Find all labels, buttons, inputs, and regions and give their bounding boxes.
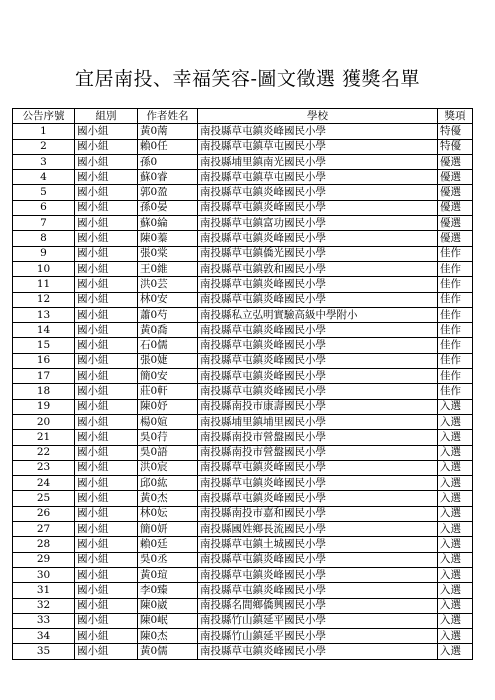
table-row xyxy=(13,629,473,644)
table-row xyxy=(13,185,473,200)
table-row xyxy=(13,476,473,491)
serial-no-cell: 28 xyxy=(13,537,75,552)
author-name-cell: 張0棠 xyxy=(138,246,198,261)
table-row xyxy=(13,384,473,399)
group-cell: 國小組 xyxy=(75,414,138,429)
award-cell: 優選 xyxy=(438,231,473,246)
author-name-cell: 賴0任 xyxy=(138,139,198,154)
school-cell: 南投縣草屯鎮炎峰國民小學 xyxy=(198,292,438,307)
group-cell: 國小組 xyxy=(75,353,138,368)
award-cell: 佳作 xyxy=(438,353,473,368)
serial-no-cell: 10 xyxy=(13,261,75,276)
author-name-cell: 孫0晏 xyxy=(138,200,198,215)
table-row xyxy=(13,583,473,598)
header-school: 學校 xyxy=(198,109,438,124)
serial-no-cell: 27 xyxy=(13,522,75,537)
award-cell: 佳作 xyxy=(438,384,473,399)
award-cell: 入選 xyxy=(438,445,473,460)
author-name-cell: 黃0杰 xyxy=(138,491,198,506)
table-row xyxy=(13,369,473,384)
table-row xyxy=(13,430,473,445)
author-name-cell: 陳0崴 xyxy=(138,598,198,613)
group-cell: 國小組 xyxy=(75,460,138,475)
group-cell: 國小組 xyxy=(75,384,138,399)
serial-no-cell: 7 xyxy=(13,216,75,231)
school-cell: 南投縣竹山鎮延平國民小學 xyxy=(198,613,438,628)
author-name-cell: 吳0語 xyxy=(138,445,198,460)
school-cell: 南投縣草屯鎮炎峰國民小學 xyxy=(198,231,438,246)
author-name-cell: 郭0盈 xyxy=(138,185,198,200)
serial-no-cell: 4 xyxy=(13,170,75,185)
award-cell: 入選 xyxy=(438,552,473,567)
table-row xyxy=(13,246,473,261)
group-cell: 國小組 xyxy=(75,200,138,215)
school-cell: 南投縣草屯鎮土城國民小學 xyxy=(198,537,438,552)
author-name-cell: 楊0媗 xyxy=(138,414,198,429)
author-name-cell: 蘇0綸 xyxy=(138,216,198,231)
serial-no-cell: 12 xyxy=(13,292,75,307)
author-name-cell: 陳0杰 xyxy=(138,629,198,644)
author-name-cell: 賴0廷 xyxy=(138,537,198,552)
group-cell: 國小組 xyxy=(75,613,138,628)
school-cell: 南投縣草屯鎮炎峰國民小學 xyxy=(198,353,438,368)
serial-no-cell: 22 xyxy=(13,445,75,460)
table-row xyxy=(13,139,473,154)
table-row xyxy=(13,231,473,246)
table-row xyxy=(13,613,473,628)
group-cell: 國小組 xyxy=(75,537,138,552)
author-name-cell: 黃0儒 xyxy=(138,644,198,659)
school-cell: 南投縣草屯鎮草屯國民小學 xyxy=(198,170,438,185)
serial-no-cell: 13 xyxy=(13,307,75,322)
author-name-cell: 洪0宸 xyxy=(138,460,198,475)
serial-no-cell: 30 xyxy=(13,567,75,582)
table-body xyxy=(13,124,473,659)
author-name-cell: 簡0妍 xyxy=(138,522,198,537)
table-row xyxy=(13,292,473,307)
author-name-cell: 林0安 xyxy=(138,292,198,307)
serial-no-cell: 25 xyxy=(13,491,75,506)
group-cell: 國小組 xyxy=(75,506,138,521)
author-name-cell: 陳0蓁 xyxy=(138,231,198,246)
serial-no-cell: 3 xyxy=(13,154,75,169)
school-cell: 南投縣埔里鎮埔里國民小學 xyxy=(198,414,438,429)
header-award: 獎項 xyxy=(438,109,473,124)
school-cell: 南投縣草屯鎮炎峰國民小學 xyxy=(198,644,438,659)
serial-no-cell: 1 xyxy=(13,124,75,139)
table-row xyxy=(13,552,473,567)
author-name-cell: 黃0喬 xyxy=(138,323,198,338)
award-cell: 佳作 xyxy=(438,307,473,322)
school-cell: 南投縣埔里鎮南光國民小學 xyxy=(198,154,438,169)
group-cell: 國小組 xyxy=(75,445,138,460)
award-cell: 入選 xyxy=(438,522,473,537)
award-cell: 佳作 xyxy=(438,246,473,261)
author-name-cell: 洪0芸 xyxy=(138,277,198,292)
school-cell: 南投縣南投市康壽國民小學 xyxy=(198,399,438,414)
table-row xyxy=(13,537,473,552)
school-cell: 南投縣草屯鎮僑光國民小學 xyxy=(198,246,438,261)
table-row xyxy=(13,414,473,429)
award-cell: 佳作 xyxy=(438,338,473,353)
award-cell: 入選 xyxy=(438,598,473,613)
award-cell: 入選 xyxy=(438,583,473,598)
award-cell: 優選 xyxy=(438,200,473,215)
table-row xyxy=(13,216,473,231)
school-cell: 南投縣草屯鎮炎峰國民小學 xyxy=(198,384,438,399)
group-cell: 國小組 xyxy=(75,644,138,659)
school-cell: 南投縣竹山鎮延平國民小學 xyxy=(198,629,438,644)
award-cell: 佳作 xyxy=(438,369,473,384)
group-cell: 國小組 xyxy=(75,139,138,154)
author-name-cell: 吳0丞 xyxy=(138,552,198,567)
serial-no-cell: 33 xyxy=(13,613,75,628)
header-row xyxy=(13,109,473,124)
award-cell: 優選 xyxy=(438,154,473,169)
school-cell: 南投縣草屯鎮炎峰國民小學 xyxy=(198,491,438,506)
author-name-cell: 莊0軒 xyxy=(138,384,198,399)
school-cell: 南投縣私立弘明實驗高級中學附小 xyxy=(198,307,438,322)
group-cell: 國小組 xyxy=(75,567,138,582)
school-cell: 南投縣草屯鎮炎峰國民小學 xyxy=(198,185,438,200)
award-cell: 入選 xyxy=(438,414,473,429)
group-cell: 國小組 xyxy=(75,170,138,185)
award-cell: 入選 xyxy=(438,613,473,628)
group-cell: 國小組 xyxy=(75,522,138,537)
group-cell: 國小組 xyxy=(75,583,138,598)
author-name-cell: 王0維 xyxy=(138,261,198,276)
serial-no-cell: 35 xyxy=(13,644,75,659)
author-name-cell: 張0婕 xyxy=(138,353,198,368)
award-cell: 特優 xyxy=(438,124,473,139)
school-cell: 南投縣草屯鎮炎峰國民小學 xyxy=(198,583,438,598)
header-author-name: 作者姓名 xyxy=(138,109,198,124)
school-cell: 南投縣南投市營盤國民小學 xyxy=(198,445,438,460)
author-name-cell: 林0妘 xyxy=(138,506,198,521)
award-table xyxy=(12,108,473,660)
group-cell: 國小組 xyxy=(75,307,138,322)
group-cell: 國小組 xyxy=(75,629,138,644)
school-cell: 南投縣草屯鎮炎峰國民小學 xyxy=(198,552,438,567)
award-cell: 佳作 xyxy=(438,261,473,276)
school-cell: 南投縣草屯鎮富功國民小學 xyxy=(198,216,438,231)
table-row xyxy=(13,323,473,338)
group-cell: 國小組 xyxy=(75,292,138,307)
page-title: 宜居南投、幸福笑容-圖文徵選 獲獎名單 xyxy=(75,68,420,90)
table-row xyxy=(13,644,473,659)
group-cell: 國小組 xyxy=(75,552,138,567)
table-row xyxy=(13,154,473,169)
group-cell: 國小組 xyxy=(75,216,138,231)
serial-no-cell: 19 xyxy=(13,399,75,414)
serial-no-cell: 9 xyxy=(13,246,75,261)
award-cell: 入選 xyxy=(438,506,473,521)
serial-no-cell: 32 xyxy=(13,598,75,613)
author-name-cell: 孫0 xyxy=(138,154,198,169)
award-cell: 入選 xyxy=(438,644,473,659)
table-row xyxy=(13,170,473,185)
school-cell: 南投縣草屯鎮炎峰國民小學 xyxy=(198,338,438,353)
group-cell: 國小組 xyxy=(75,124,138,139)
award-cell: 入選 xyxy=(438,430,473,445)
school-cell: 南投縣南投市營盤國民小學 xyxy=(198,430,438,445)
school-cell: 南投縣草屯鎮炎峰國民小學 xyxy=(198,323,438,338)
group-cell: 國小組 xyxy=(75,261,138,276)
serial-no-cell: 29 xyxy=(13,552,75,567)
award-cell: 佳作 xyxy=(438,323,473,338)
school-cell: 南投縣草屯鎮炎峰國民小學 xyxy=(198,476,438,491)
school-cell: 南投縣草屯鎮敦和國民小學 xyxy=(198,261,438,276)
table-row xyxy=(13,506,473,521)
group-cell: 國小組 xyxy=(75,476,138,491)
table-row xyxy=(13,445,473,460)
group-cell: 國小組 xyxy=(75,491,138,506)
serial-no-cell: 23 xyxy=(13,460,75,475)
serial-no-cell: 31 xyxy=(13,583,75,598)
serial-no-cell: 8 xyxy=(13,231,75,246)
table-row xyxy=(13,124,473,139)
school-cell: 南投縣草屯鎮炎峰國民小學 xyxy=(198,277,438,292)
group-cell: 國小組 xyxy=(75,323,138,338)
serial-no-cell: 2 xyxy=(13,139,75,154)
award-cell: 入選 xyxy=(438,567,473,582)
school-cell: 南投縣草屯鎮炎峰國民小學 xyxy=(198,369,438,384)
group-cell: 國小組 xyxy=(75,154,138,169)
author-name-cell: 石0儒 xyxy=(138,338,198,353)
award-cell: 優選 xyxy=(438,216,473,231)
header-group: 組別 xyxy=(75,109,138,124)
serial-no-cell: 34 xyxy=(13,629,75,644)
group-cell: 國小組 xyxy=(75,231,138,246)
serial-no-cell: 15 xyxy=(13,338,75,353)
award-cell: 佳作 xyxy=(438,277,473,292)
group-cell: 國小組 xyxy=(75,399,138,414)
table-row xyxy=(13,491,473,506)
award-cell: 入選 xyxy=(438,460,473,475)
serial-no-cell: 18 xyxy=(13,384,75,399)
table-row xyxy=(13,460,473,475)
school-cell: 南投縣南投市嘉和國民小學 xyxy=(198,506,438,521)
school-cell: 南投縣國姓鄉長流國民小學 xyxy=(198,522,438,537)
table-row xyxy=(13,567,473,582)
group-cell: 國小組 xyxy=(75,246,138,261)
school-cell: 南投縣草屯鎮炎峰國民小學 xyxy=(198,460,438,475)
school-cell: 南投縣草屯鎮炎峰國民小學 xyxy=(198,567,438,582)
school-cell: 南投縣名間鄉僑興國民小學 xyxy=(198,598,438,613)
serial-no-cell: 16 xyxy=(13,353,75,368)
serial-no-cell: 11 xyxy=(13,277,75,292)
serial-no-cell: 5 xyxy=(13,185,75,200)
group-cell: 國小組 xyxy=(75,598,138,613)
award-cell: 優選 xyxy=(438,170,473,185)
group-cell: 國小組 xyxy=(75,369,138,384)
author-name-cell: 黃0瑄 xyxy=(138,567,198,582)
serial-no-cell: 24 xyxy=(13,476,75,491)
table-row xyxy=(13,277,473,292)
group-cell: 國小組 xyxy=(75,338,138,353)
author-name-cell: 吳0荇 xyxy=(138,430,198,445)
author-name-cell: 蕭0芍 xyxy=(138,307,198,322)
award-cell: 入選 xyxy=(438,491,473,506)
table-row xyxy=(13,307,473,322)
group-cell: 國小組 xyxy=(75,277,138,292)
author-name-cell: 黃0萳 xyxy=(138,124,198,139)
serial-no-cell: 6 xyxy=(13,200,75,215)
serial-no-cell: 20 xyxy=(13,414,75,429)
table-row xyxy=(13,200,473,215)
author-name-cell: 陳0岷 xyxy=(138,613,198,628)
award-cell: 入選 xyxy=(438,476,473,491)
group-cell: 國小組 xyxy=(75,185,138,200)
award-cell: 入選 xyxy=(438,399,473,414)
award-cell: 入選 xyxy=(438,537,473,552)
school-cell: 南投縣草屯鎮草屯國民小學 xyxy=(198,139,438,154)
serial-no-cell: 26 xyxy=(13,506,75,521)
award-cell: 入選 xyxy=(438,629,473,644)
author-name-cell: 李0臻 xyxy=(138,583,198,598)
table-header xyxy=(13,109,473,124)
school-cell: 南投縣草屯鎮炎峰國民小學 xyxy=(198,124,438,139)
table-row xyxy=(13,522,473,537)
author-name-cell: 陳0妤 xyxy=(138,399,198,414)
serial-no-cell: 21 xyxy=(13,430,75,445)
table-row xyxy=(13,598,473,613)
award-cell: 特優 xyxy=(438,139,473,154)
author-name-cell: 簡0安 xyxy=(138,369,198,384)
serial-no-cell: 14 xyxy=(13,323,75,338)
group-cell: 國小組 xyxy=(75,430,138,445)
author-name-cell: 蘇0睿 xyxy=(138,170,198,185)
table-row xyxy=(13,338,473,353)
header-serial-no: 公告序號 xyxy=(13,109,75,124)
table-row xyxy=(13,353,473,368)
author-name-cell: 邱0紘 xyxy=(138,476,198,491)
table-row xyxy=(13,261,473,276)
award-cell: 佳作 xyxy=(438,292,473,307)
table-row xyxy=(13,399,473,414)
school-cell: 南投縣草屯鎮炎峰國民小學 xyxy=(198,200,438,215)
award-cell: 優選 xyxy=(438,185,473,200)
serial-no-cell: 17 xyxy=(13,369,75,384)
